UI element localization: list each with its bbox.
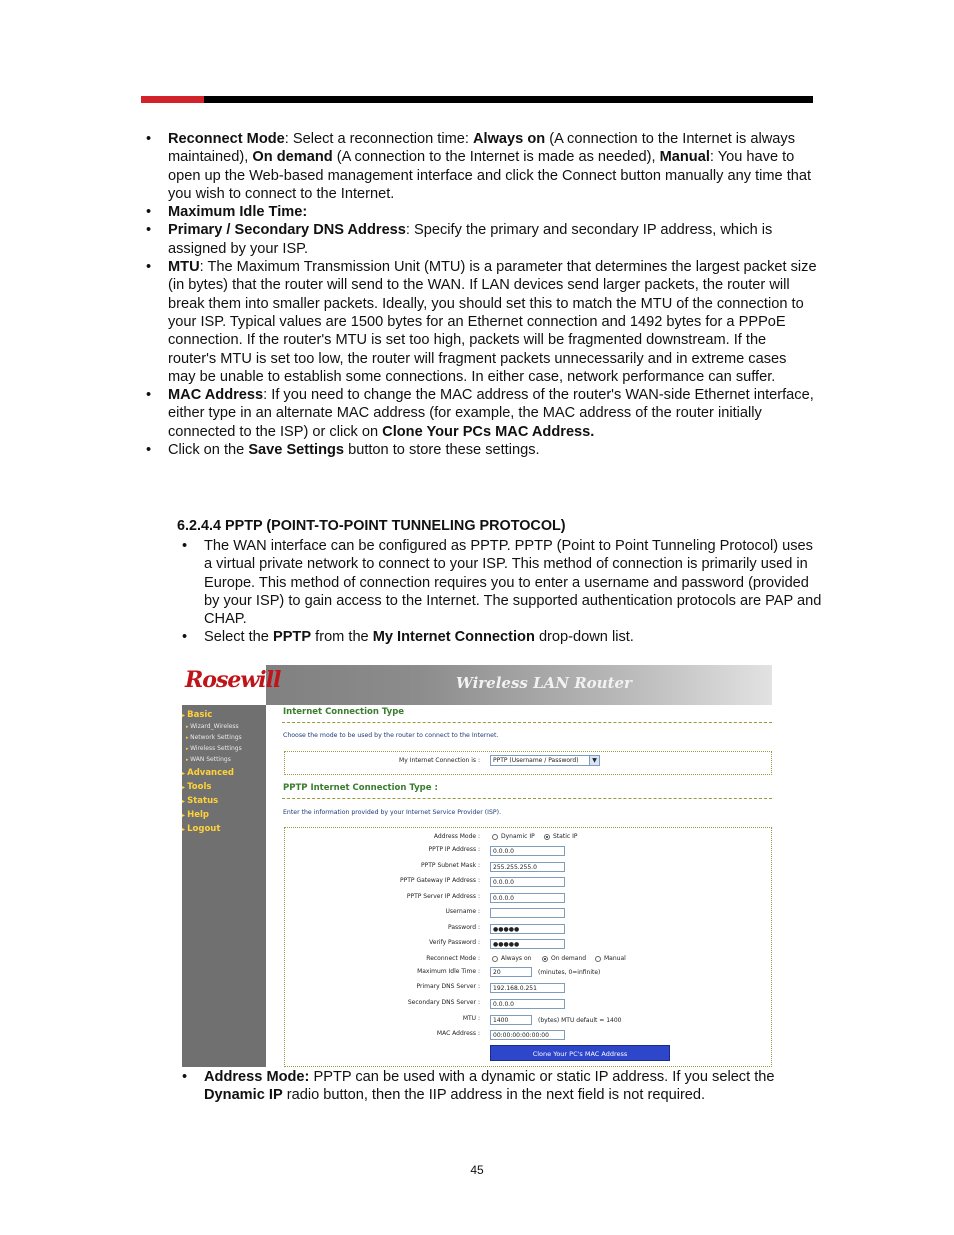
secondary-dns-input[interactable]: 0.0.0.0 <box>490 999 565 1009</box>
nav-logout[interactable]: ▸ Logout <box>182 824 220 834</box>
my-connection-label: My Internet Connection is : <box>399 757 480 764</box>
clone-mac-button[interactable]: Clone Your PC's MAC Address <box>490 1045 670 1061</box>
address-mode-dynamic[interactable] <box>492 833 535 840</box>
bold-term: MTU <box>168 259 200 276</box>
text-run: : You have to open up the Web-based management interface and click the Connect button manually any time that you wish to connect to the Internet. <box>168 149 812 202</box>
radio-label: Manual <box>604 955 626 962</box>
text-run: Select the <box>204 629 273 646</box>
chevron-down-icon[interactable]: ▼ <box>589 756 599 765</box>
bold-term: MAC Address <box>168 387 264 404</box>
bold-term: Always on <box>472 131 546 147</box>
radio-label: Always on <box>501 955 532 962</box>
my-connection-value: PPTP (Username / Password) <box>493 757 579 764</box>
mtu-label: MTU : <box>462 1015 480 1022</box>
pptp-gateway-label: PPTP Gateway IP Address : <box>400 877 480 884</box>
username-label: Username : <box>445 908 480 915</box>
bullet-list-pptp <box>204 537 822 647</box>
bold-term: Clone Your PCs MAC Address. <box>382 423 595 440</box>
list-item <box>204 537 822 628</box>
nav-wan-settings[interactable]: ▸ WAN Settings <box>186 756 231 763</box>
list-item <box>168 203 818 221</box>
address-mode-static[interactable] <box>544 833 577 840</box>
header-rule-accent <box>141 96 204 103</box>
nav-help[interactable]: ▸ Help <box>182 810 209 820</box>
list-item <box>204 628 822 646</box>
mac-address-label: MAC Address : <box>436 1030 480 1037</box>
primary-dns-input[interactable]: 192.168.0.251 <box>490 983 565 993</box>
nav-basic[interactable]: ▸ Basic <box>182 710 212 720</box>
nav-network-settings[interactable]: ▸ Network Settings <box>186 734 242 741</box>
my-connection-select[interactable] <box>490 755 600 766</box>
list-item <box>168 386 818 441</box>
text-run: : Specify the primary and secondary IP address, which is assigned by your ISP. <box>168 222 773 257</box>
radio-icon[interactable] <box>492 834 498 840</box>
pptp-gateway-input[interactable]: 0.0.0.0 <box>490 877 565 887</box>
text-run: : If you need to change the MAC address of the router's WAN-side Ethernet interface, either type in an alternate MAC address (for example, the MAC address of the router initially connected to the ISP) or click on <box>168 387 814 440</box>
text-run: (A connection to the Internet is always maintained), <box>168 131 796 166</box>
verify-password-input[interactable]: ●●●●● <box>490 939 565 949</box>
text-run: button to store these settings. <box>344 442 540 459</box>
pptp-ip-input[interactable]: 0.0.0.0 <box>490 846 565 856</box>
rosewill-logo <box>182 665 281 705</box>
nav-tools[interactable]: ▸ Tools <box>182 782 211 792</box>
bold-term: Reconnect Mode <box>168 131 285 147</box>
radio-selected-icon[interactable] <box>542 956 548 962</box>
radio-label: Dynamic IP <box>501 833 535 840</box>
nav-wizard[interactable]: ▸ Wizard_Wireless <box>186 723 239 730</box>
reconnect-manual[interactable] <box>595 955 626 962</box>
reconnect-demand[interactable] <box>542 955 586 962</box>
text-run: Click on the <box>168 442 249 459</box>
bold-term: Dynamic IP <box>204 1087 283 1104</box>
text-run: PPTP can be used with a dynamic or static IP address. If you select the <box>309 1069 775 1085</box>
nav-advanced[interactable]: ▸ Advanced <box>182 768 234 778</box>
list-item <box>168 221 818 258</box>
primary-dns-label: Primary DNS Server : <box>416 983 480 990</box>
list-item <box>204 1068 822 1105</box>
bold-term: On demand <box>252 149 333 166</box>
radio-label: On demand <box>551 955 587 962</box>
mtu-input[interactable]: 1400 <box>490 1015 532 1025</box>
pptp-mask-input[interactable]: 255.255.255.0 <box>490 862 565 872</box>
text-run: : The Maximum Transmission Unit (MTU) is a parameter that determines the largest packet size (in bytes) that the router will send to the WAN. If LAN devices send larger packets, the router will break them into smaller packets. Ideally, you should set this to match the MTU of the connection to your ISP. Typical values are 1500 bytes for an Ethernet connection and 1492 bytes for a PPPoE connection. If the router's MTU is set too high, packets will be fragmented downstream. If the router's MTU is set too low, the router will fragment packets unnecessarily and in extreme cases may be unable to establish some connections. In either case, network performance can suffer. <box>168 259 817 385</box>
idle-time-note: (minutes, 0=infinite) <box>538 969 601 976</box>
bold-term: Manual <box>659 149 710 166</box>
bold-term: Save Settings <box>248 442 345 459</box>
verify-password-label: Verify Password : <box>429 939 480 946</box>
logo-text: Rosewill <box>185 667 281 693</box>
list-item <box>168 258 818 386</box>
text-run: The WAN interface can be configured as PPTP. PPTP (Point to Point Tunneling Protocol) uses a virtual private network to connect to your ISP. This method of connection is primarily used in Europe. This method of connection requires you to enter a username and password (provided by your ISP) to gain access to the Internet. The supported authentication protocols are PAP and CHAP. <box>204 538 822 628</box>
bold-term: Address Mode: <box>204 1069 310 1085</box>
secondary-dns-label: Secondary DNS Server : <box>407 999 480 1006</box>
password-label: Password : <box>448 924 480 931</box>
bold-term: Primary / Secondary DNS Address <box>168 222 406 239</box>
bold-term: My Internet Connection <box>372 629 535 646</box>
pptp-mask-label: PPTP Subnet Mask : <box>421 862 480 869</box>
text-run: drop-down list. <box>534 629 634 646</box>
list-item <box>168 441 818 459</box>
pptp-heading: PPTP Internet Connection Type : <box>283 783 438 793</box>
mtu-note: (bytes) MTU default = 1400 <box>538 1017 622 1024</box>
ict-heading: Internet Connection Type <box>283 707 405 717</box>
section-heading: 6.2.4.4 PPTP (POINT-TO-POINT TUNNELING PROTOCOL) <box>177 518 566 534</box>
address-mode-label: Address Mode : <box>433 833 480 840</box>
pptp-ip-label: PPTP IP Address : <box>428 846 480 853</box>
router-screenshot <box>182 665 772 1067</box>
bullet-list-address-mode <box>204 1068 822 1105</box>
pptp-description: Enter the information provided by your Internet Service Provider (ISP). <box>283 809 502 816</box>
radio-selected-icon[interactable] <box>544 834 550 840</box>
radio-icon[interactable] <box>492 956 498 962</box>
text-run: radio button, then the IIP address in the next field is not required. <box>282 1087 706 1104</box>
ict-description: Choose the mode to be used by the router to connect to the Internet. <box>283 732 499 739</box>
list-item <box>168 130 818 203</box>
divider <box>282 798 772 799</box>
router-title: Wireless LAN Router <box>456 674 632 692</box>
text-run: (A connection to the Internet is made as needed), <box>332 149 660 166</box>
text-run: : Select a reconnection time: <box>284 131 473 147</box>
bullet-list-settings <box>168 130 818 459</box>
router-main <box>282 705 772 1067</box>
radio-icon[interactable] <box>595 956 601 962</box>
idle-time-label: Maximum Idle Time : <box>417 968 480 975</box>
reconnect-always[interactable] <box>492 955 531 962</box>
header-rule <box>141 96 813 103</box>
text-run: from the <box>311 629 373 646</box>
username-input[interactable] <box>490 908 565 918</box>
mac-address-input[interactable]: 00:00:00:00:00:00 <box>490 1030 565 1040</box>
reconnect-mode-label: Reconnect Mode : <box>426 955 480 962</box>
radio-label: Static IP <box>553 833 578 840</box>
nav-wireless-settings[interactable]: ▸ Wireless Settings <box>186 745 242 752</box>
password-input[interactable]: ●●●●● <box>490 924 565 934</box>
bold-term: PPTP <box>272 629 312 646</box>
nav-status[interactable]: ▸ Status <box>182 796 218 806</box>
idle-time-input[interactable]: 20 <box>490 967 532 977</box>
router-sidebar <box>182 705 266 1067</box>
divider <box>282 722 772 723</box>
page-number: 45 <box>470 1163 484 1177</box>
pptp-server-label: PPTP Server IP Address : <box>406 893 480 900</box>
pptp-server-input[interactable]: 0.0.0.0 <box>490 893 565 903</box>
bold-term: Maximum Idle Time: <box>168 204 308 221</box>
